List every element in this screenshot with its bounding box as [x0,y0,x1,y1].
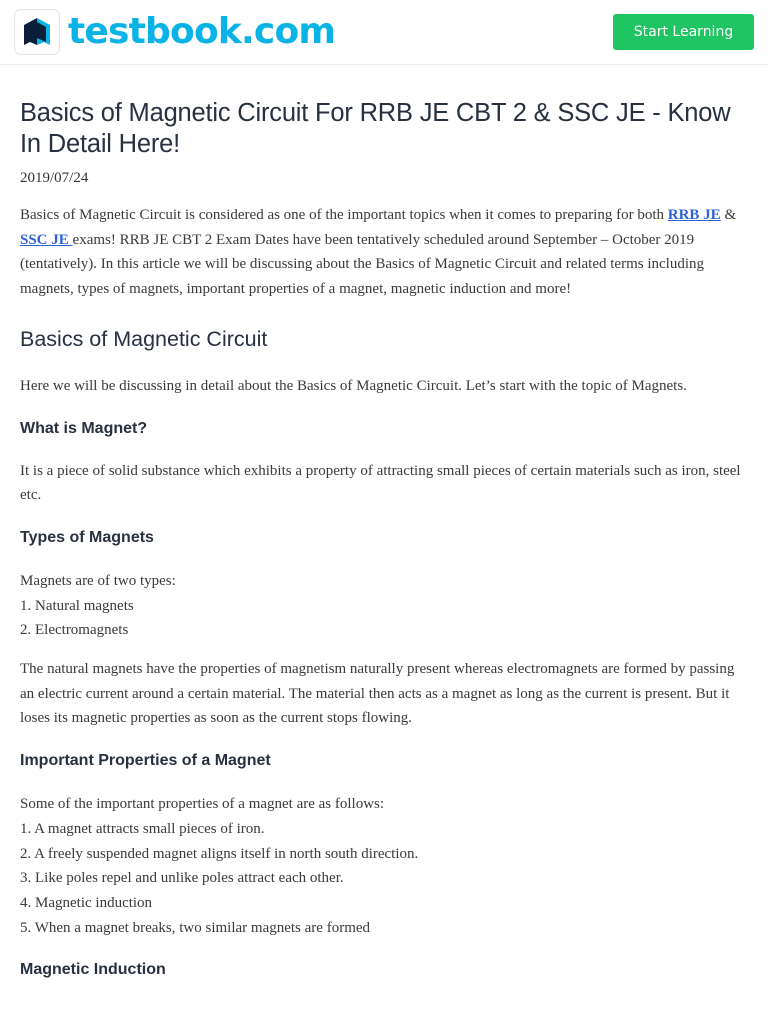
article [20,98,742,981]
testbook-logo-icon [14,9,60,55]
list-item: 1. Natural magnets [20,597,134,614]
intro-text-2: & [720,207,737,223]
logo-text: testbook.com [68,11,336,52]
list-item: 2. A freely suspended magnet aligns itself in north south direction. [20,845,419,862]
list-item: 4. Magnetic induction [20,894,153,911]
ssc-je-link[interactable]: SSC JE [20,231,73,248]
heading-important-properties: Important Properties of a Magnet [20,752,271,770]
types-list [20,569,742,643]
intro-text-1: Basics of Magnetic Circuit is considered as one of the important topics when it comes to preparing for both [20,207,668,223]
rrb-je-link[interactable]: RRB JE [667,207,721,223]
properties-list [20,792,742,940]
start-learning-button[interactable]: Start Learning [613,14,754,50]
types-paragraph: The natural magnets have the properties of magnetism naturally present whereas electromagnets are formed by passing an electric current around a certain material. The material then acts as a magnet as long as the current is present. But it loses its magnetic properties as soon as the current stops flowing. [20,661,735,727]
heading-types-of-magnets: Types of Magnets [20,528,154,546]
basics-paragraph: Here we will be discussing in detail about the Basics of Magnetic Circuit. Let’s start with the topic of Magnets. [20,377,687,394]
heading-magnetic-induction: Magnetic Induction [20,961,166,979]
heading-what-is-magnet: What is Magnet? [20,419,148,437]
site-header [0,0,768,65]
list-item: 5. When a magnet breaks, two similar magnets are formed [20,919,371,936]
magnet-paragraph: It is a piece of solid substance which exhibits a property of attracting small pieces of certain materials such as iron, steel etc. [20,462,741,504]
site-logo[interactable] [14,9,335,55]
article-title: Basics of Magnetic Circuit For RRB JE CBT 2 & SSC JE - Know In Detail Here! [20,99,731,158]
properties-intro: Some of the important properties of a magnet are as follows: [20,796,385,813]
types-intro: Magnets are of two types: [20,572,176,589]
heading-basics: Basics of Magnetic Circuit [20,326,268,351]
intro-paragraph [20,203,742,302]
list-item: 2. Electromagnets [20,622,129,639]
list-item: 1. A magnet attracts small pieces of iron. [20,820,265,837]
list-item: 3. Like poles repel and unlike poles attract each other. [20,870,344,887]
article-date: 2019/07/24 [20,170,89,186]
intro-text-3: exams! RRB JE CBT 2 Exam Dates have been tentatively scheduled around September – October 2019 (tentatively). In this article we will be discussing about the Basics of Magnetic Circuit and related terms including magnets, types of magnets, important properties of a magnet, magnetic induction and more! [20,231,704,298]
